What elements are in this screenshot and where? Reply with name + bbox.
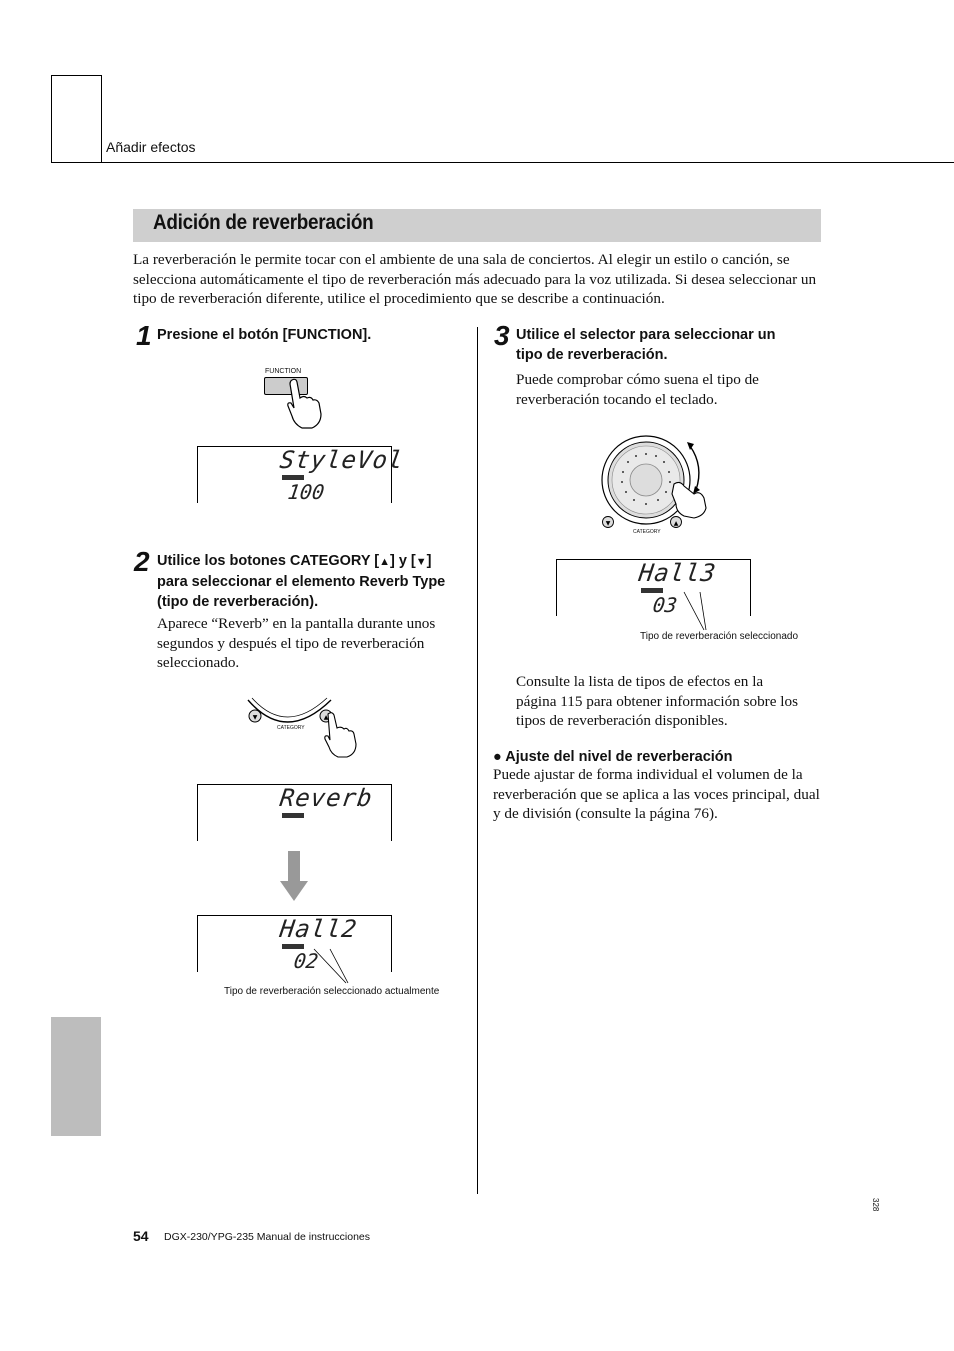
manual-title: DGX-230/YPG-235 Manual de instrucciones: [164, 1231, 371, 1243]
callout-lines-4: [680, 586, 720, 632]
step-number-3: 3: [494, 320, 510, 351]
sub-body: Puede ajustar de forma individual el volumen de la reverberación que se aplica a las voces principal, dual y de división (consulte la página 76).: [493, 766, 820, 823]
lcd-display-3: [197, 915, 392, 972]
section-header: Añadir efectos: [106, 139, 196, 155]
svg-text:▼: ▼: [605, 520, 611, 527]
pointing-hand-icon: [282, 378, 332, 430]
step-2-heading-part-b: ] y [: [389, 553, 416, 569]
step-number-1: 1: [136, 320, 152, 351]
function-button-label: FUNCTION: [265, 368, 302, 375]
lcd-2-function-indicator: [282, 813, 304, 818]
lcd-3-caption: Tipo de reverberación seleccionado actualmente: [224, 986, 440, 997]
step-3-body: Puede comprobar cómo suena el tipo de reverberación tocando el teclado.: [516, 371, 759, 408]
category-down-icon: ▼: [415, 556, 427, 568]
column-divider: [477, 327, 478, 1194]
step-2-heading-part-d: para seleccionar el elemento Reverb Type (tipo de reverberación).: [157, 574, 446, 610]
header-rule: [51, 162, 954, 163]
intro-paragraph: La reverberación le permite tocar con el ambiente de una sala de conciertos. Al elegir un estilo o canción, se selecciona automáticamente el tipo de reverberación más adecuado para la voz utilizada. Si desea seleccionar un tipo de reverberación diferente, utilice el procedimiento que se describe a continuación.: [133, 251, 817, 308]
lcd-display-4: [556, 559, 751, 616]
lcd-1-value: 100: [286, 480, 326, 504]
page-code: 328: [871, 1198, 880, 1212]
lcd-3-text: Hall2: [278, 915, 360, 943]
consult-paragraph: Consulte la lista de tipos de efectos en la página 115 para obtener información sobre los tipos de reverberación disponibles.: [516, 673, 798, 730]
lcd-display-1: [197, 446, 406, 504]
step-2-heading-part-a: Utilice los botones CATEGORY [: [157, 553, 380, 569]
category-up-icon: ▲: [379, 556, 390, 568]
bullet-icon: ●: [493, 749, 502, 765]
side-tab: [51, 1017, 101, 1136]
step-number-2: 2: [134, 546, 150, 577]
category-label-2: CATEGORY: [277, 725, 305, 731]
page-number: 54: [133, 1228, 149, 1244]
lcd-4-text: Hall3: [637, 559, 719, 587]
lcd-3-value: 02: [292, 949, 320, 973]
page-title: Adición de reverberación: [153, 211, 374, 234]
arrow-down-icon: [278, 851, 310, 903]
dial-figure: [594, 432, 724, 538]
callout-lines-3: [310, 945, 360, 987]
category-label-3: CATEGORY: [633, 529, 661, 535]
sub-heading: [493, 747, 813, 767]
svg-text:▲: ▲: [673, 520, 679, 527]
lcd-4-caption: Tipo de reverberación seleccionado: [640, 631, 799, 642]
step-2-body: Aparece “Reverb” en la pantalla durante unos segundos y después el tipo de reverberación seleccionado.: [157, 615, 436, 672]
lcd-1-text: StyleVol: [278, 446, 406, 474]
lcd-2-text: Reverb: [278, 784, 375, 812]
lcd-4-value: 03: [651, 593, 679, 617]
sub-heading-text: Ajuste del nivel de reverberación: [505, 749, 733, 765]
step-2-heading: [157, 551, 467, 612]
svg-text:▲: ▲: [323, 714, 329, 721]
step-1-heading: Presione el botón [FUNCTION].: [157, 327, 372, 343]
step-2-heading-part-c: ]: [426, 553, 432, 569]
lcd-display-2: [197, 784, 392, 841]
step-3-heading: Utilice el selector para seleccionar un tipo de reverberación.: [516, 327, 776, 363]
svg-text:▼: ▼: [252, 714, 258, 721]
function-button-figure: [262, 366, 332, 430]
header-frame: [51, 75, 102, 163]
